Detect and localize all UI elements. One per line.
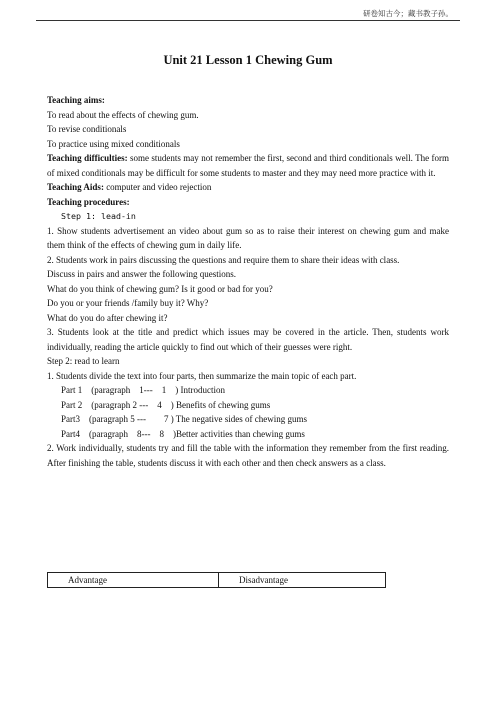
part-item: Part 2 (paragraph 2 --- 4 ) Benefits of chewing gums (61, 399, 271, 410)
header-note: 研卷知古今；藏书教子孙。 (363, 9, 453, 18)
table-row (48, 573, 386, 588)
difficulties-heading: Teaching difficulties: (47, 153, 128, 163)
procedures-heading: Teaching procedures: (47, 196, 130, 207)
part-item: Part4 (paragraph 8--- 8 )Better activities than chewing gums (61, 428, 305, 439)
part-item: Part 1 (paragraph 1--- 1 ) Introduction (61, 385, 225, 395)
step1-heading: Step 1: lead-in (61, 211, 136, 221)
aids-text: computer and video rejection (103, 182, 212, 192)
advantage-header-cell: Advantage (48, 573, 219, 588)
discussion-question: What do you think of chewing gum? Is it good or bad for you? (47, 283, 273, 294)
advantage-table (47, 572, 386, 588)
procedure-paragraph: Discuss in pairs and answer the following questions. (47, 269, 236, 279)
step2-heading: Step 2: read to learn (47, 356, 120, 366)
aids-paragraph (47, 180, 449, 195)
discussion-question: What do you do after chewing it? (47, 312, 168, 323)
header-divider (36, 20, 460, 21)
page-title: Unit 21 Lesson 1 Chewing Gum (163, 53, 333, 67)
disadvantage-header-cell: Disadvantage (219, 573, 386, 588)
aim-item: To practice using mixed conditionals (47, 138, 180, 149)
difficulties-paragraph (47, 151, 449, 180)
procedure-paragraph: 1. Students divide the text into four parts, then summarize the main topic of each part. (47, 370, 357, 381)
aims-heading: Teaching aims: (47, 95, 105, 105)
part-item: Part3 (paragraph 5 --- 7 ) The negative sides of chewing gums (61, 414, 308, 424)
aim-item: To revise conditionals (47, 124, 127, 134)
aids-heading: Teaching Aids: (47, 182, 104, 192)
procedure-paragraph: 1. Show students advertisement an video about gum so as to raise their interest on chewing gum and make them think of the effects of chewing gum in daily life. (47, 225, 449, 250)
procedure-paragraph: 2. Work individually, students try and fill the table with the information they remember from the first reading. After finishing the table, students discuss it with each other and then check answers as a class. (47, 443, 449, 468)
procedure-paragraph: 2. Students work in pairs discussing the questions and require them to share their ideas with class. (47, 254, 400, 265)
aim-item: To read about the effects of chewing gum. (47, 109, 199, 120)
discussion-question: Do you or your friends /family buy it? Why? (47, 298, 209, 308)
document-body (47, 93, 449, 470)
procedure-paragraph: 3. Students look at the title and predict which issues may be covered in the article. Then, students work individually, reading the article quickly to find out which of their guesses were right. (47, 327, 449, 352)
difficulties-text: some students may not remember the first, second and third conditionals well. The form of mixed conditionals may be difficult for some students to master and they may need more practice with it. (47, 153, 449, 178)
